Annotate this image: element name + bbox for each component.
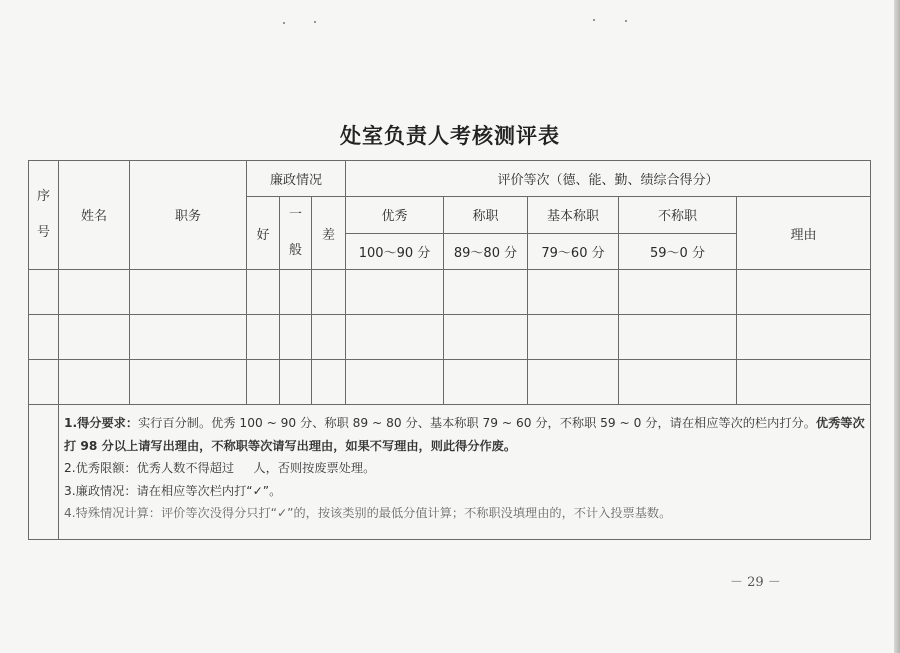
cell-reason[interactable] bbox=[737, 270, 871, 315]
cell-competent[interactable] bbox=[444, 270, 528, 315]
table-row bbox=[29, 360, 871, 405]
cell-incompetent[interactable] bbox=[619, 270, 737, 315]
cell-competent[interactable] bbox=[444, 315, 528, 360]
cell-basic[interactable] bbox=[528, 270, 619, 315]
cell-integrity-good[interactable] bbox=[247, 360, 280, 405]
cell-name[interactable] bbox=[59, 315, 130, 360]
cell-competent[interactable] bbox=[444, 360, 528, 405]
page-number: － 29 － bbox=[730, 575, 781, 590]
cell-position[interactable] bbox=[130, 315, 247, 360]
table-row bbox=[29, 270, 871, 315]
header-seq: 序 号 bbox=[29, 161, 59, 270]
header-position: 职务 bbox=[130, 161, 247, 270]
cell-incompetent[interactable] bbox=[619, 315, 737, 360]
note-3: 3.廉政情况：请在相应等次栏内打“✓”。 bbox=[64, 483, 282, 498]
note-1-text: 实行百分制。优秀 100 ~ 90 分、称职 89 ~ 80 分、基本称职 79 ~ 60 分，不称职 59 ~ 0 分，请在相应等次的栏内打分。 bbox=[138, 416, 816, 430]
cell-reason[interactable] bbox=[737, 315, 871, 360]
header-reason: 理由 bbox=[737, 197, 871, 270]
header-basic: 基本称职 bbox=[528, 197, 619, 234]
note-1-bold: 优秀等次打 98 分以上请写出理由，不称职等次请写出理由，如果不写理由，则此得分作废。 bbox=[64, 416, 865, 453]
header-integrity: 廉政情况 bbox=[247, 161, 346, 197]
document-title: 处室负责人考核测评表 bbox=[340, 123, 560, 148]
header-row-1 bbox=[29, 161, 871, 197]
note-4: 4.特殊情况计算：评价等次没得分只打“✓”的，按该类别的最低分值计算；不称职没填理由的，不计入投票基数。 bbox=[64, 506, 672, 520]
cell-integrity-poor[interactable] bbox=[312, 315, 346, 360]
cell-integrity-average[interactable] bbox=[280, 315, 312, 360]
cell-incompetent[interactable] bbox=[619, 360, 737, 405]
header-competent-range: 89～80 分 bbox=[444, 233, 528, 270]
scan-speck bbox=[625, 20, 627, 22]
cell-integrity-poor[interactable] bbox=[312, 360, 346, 405]
header-basic-range: 79～60 分 bbox=[528, 233, 619, 270]
cell-integrity-good[interactable] bbox=[247, 270, 280, 315]
scan-speck bbox=[593, 19, 595, 21]
cell-excellent[interactable] bbox=[346, 270, 444, 315]
header-excellent: 优秀 bbox=[346, 197, 444, 234]
cell-reason[interactable] bbox=[737, 360, 871, 405]
header-name: 姓名 bbox=[59, 161, 130, 270]
cell-name[interactable] bbox=[59, 270, 130, 315]
note-1 bbox=[64, 412, 869, 457]
cell-position[interactable] bbox=[130, 270, 247, 315]
header-excellent-range: 100～90 分 bbox=[346, 233, 444, 270]
cell-seq[interactable] bbox=[29, 270, 59, 315]
header-incompetent: 不称职 bbox=[619, 197, 737, 234]
notes-block bbox=[64, 412, 869, 525]
cell-basic[interactable] bbox=[528, 315, 619, 360]
table-row bbox=[29, 315, 871, 360]
note-1-label: 1.得分要求： bbox=[64, 416, 139, 430]
scan-speck bbox=[283, 22, 285, 24]
cell-excellent[interactable] bbox=[346, 360, 444, 405]
header-competent: 称职 bbox=[444, 197, 528, 234]
scan-speck bbox=[314, 21, 316, 23]
cell-integrity-average[interactable] bbox=[280, 270, 312, 315]
scan-edge-shadow bbox=[894, 0, 900, 653]
cell-position[interactable] bbox=[130, 360, 247, 405]
header-integrity-average: 一 般 bbox=[280, 197, 312, 270]
cell-basic[interactable] bbox=[528, 360, 619, 405]
cell-seq[interactable] bbox=[29, 315, 59, 360]
cell-excellent[interactable] bbox=[346, 315, 444, 360]
header-integrity-poor: 差 bbox=[312, 197, 346, 270]
notes-left-cell bbox=[29, 405, 59, 540]
cell-name[interactable] bbox=[59, 360, 130, 405]
header-incompetent-range: 59～0 分 bbox=[619, 233, 737, 270]
header-integrity-good: 好 bbox=[247, 197, 280, 270]
cell-integrity-good[interactable] bbox=[247, 315, 280, 360]
header-rating: 评价等次（德、能、勤、绩综合得分） bbox=[346, 161, 871, 197]
cell-seq[interactable] bbox=[29, 360, 59, 405]
cell-integrity-poor[interactable] bbox=[312, 270, 346, 315]
note-2: 2.优秀限额：优秀人数不得超过 人，否则按废票处理。 bbox=[64, 461, 376, 475]
cell-integrity-average[interactable] bbox=[280, 360, 312, 405]
